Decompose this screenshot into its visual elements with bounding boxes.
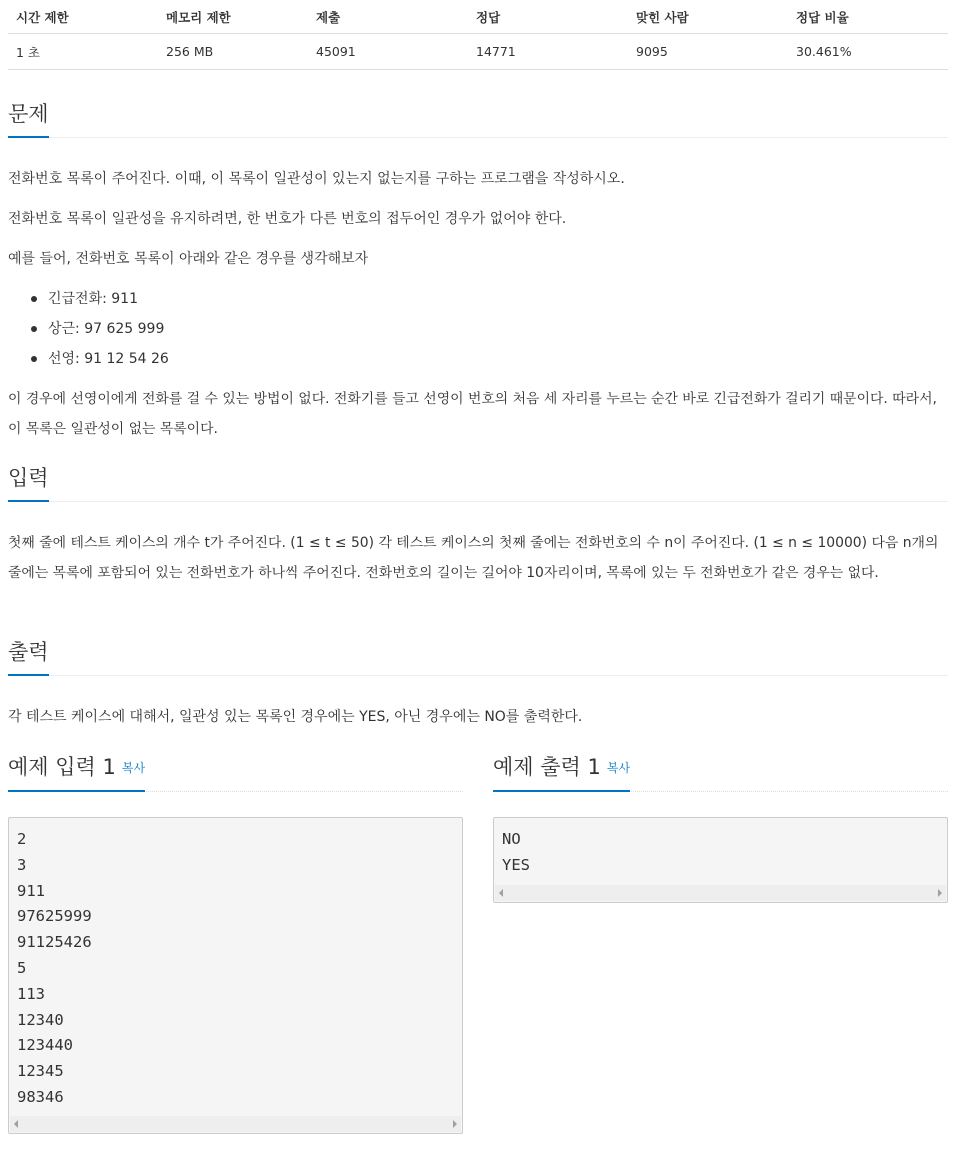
sample-input-content: [9, 818, 462, 1111]
header-submissions: 제출: [316, 9, 341, 25]
value-memory-limit: 256 MB: [166, 44, 214, 59]
sample-input-line: 98346: [17, 1087, 64, 1106]
header-time-limit: 시간 제한: [16, 9, 69, 25]
output-title: 출력: [8, 639, 49, 676]
value-accepted: 14771: [476, 44, 516, 59]
sample-input-headline: [8, 754, 463, 792]
table-header-row: [8, 0, 948, 34]
bullet-icon: [31, 296, 37, 302]
output-description: 각 테스트 케이스에 대해서, 일관성 있는 목록인 경우에는 YES, 아닌 경우에는 NO를 출력한다.: [8, 709, 583, 725]
input-description: 첫째 줄에 테스트 케이스의 개수 t가 주어진다. (1 ≤ t ≤ 50) 각 테스트 케이스의 첫째 줄에는 전화번호의 수 n이 주어진다. (1 ≤ n ≤ 10000) 다음 n개의 줄에는 목록에 포함되어 있는 전화번호가 하나씩 주어진다. 전화번호의 길이는 길어야 10자리이며, 목록에 있는 두 전화번호가 같은 경우는 없다.: [8, 535, 939, 581]
value-time-limit: 1 초: [16, 44, 41, 60]
sample-input-title-text: 예제 입력 1: [8, 755, 116, 779]
value-accept-ratio: 30.461%: [796, 44, 852, 59]
sample-input-line: 113: [17, 984, 45, 1003]
sample-output-title: [493, 754, 630, 792]
sample-input-line: 911: [17, 881, 45, 900]
sample-input-line: 12345: [17, 1062, 64, 1081]
problem-paragraph-3: 예를 들어, 전화번호 목록이 아래와 같은 경우를 생각해보자: [8, 251, 369, 267]
sample-output-headline: [493, 754, 948, 792]
header-memory-limit: 메모리 제한: [166, 9, 231, 25]
sample-input-line: 5: [17, 958, 27, 977]
list-item: [8, 284, 169, 314]
scroll-right-arrow-icon[interactable]: [453, 1120, 457, 1128]
problem-closing-paragraph: 이 경우에 선영이에게 전화를 걸 수 있는 방법이 없다. 전화기를 들고 선영이 번호의 처음 세 자리를 누르는 순간 바로 긴급전화가 걸리기 때문이다. 따라서, 이 목록은 일관성이 없는 목록이다.: [8, 391, 937, 437]
bullet-icon: [31, 326, 37, 332]
output-headline: [8, 638, 948, 676]
header-solved-users: 맞힌 사람: [636, 9, 689, 25]
sample-output-line: NO: [502, 830, 521, 848]
list-item-text: 선영: 91 12 54 26: [48, 351, 169, 367]
copy-sample-output-button[interactable]: 복사: [606, 761, 631, 775]
sample-input-line: 97625999: [17, 907, 92, 926]
problem-headline: [8, 100, 948, 138]
sample-input-line: 123440: [17, 1036, 73, 1055]
input-headline: [8, 464, 948, 502]
horizontal-scrollbar[interactable]: [10, 1116, 461, 1132]
list-item: [8, 314, 169, 344]
sample-output-line: YES: [502, 855, 530, 874]
sample-input-line: 3: [17, 855, 27, 874]
sample-output-box[interactable]: [493, 817, 948, 903]
sample-input-box[interactable]: [8, 817, 463, 1134]
list-item: [8, 344, 169, 374]
sample-input-line: 12340: [17, 1010, 64, 1029]
scroll-left-arrow-icon[interactable]: [14, 1120, 18, 1128]
problem-info-table: [8, 0, 948, 70]
sample-input-title: [8, 754, 145, 792]
scroll-left-arrow-icon[interactable]: [499, 889, 503, 897]
scroll-right-arrow-icon[interactable]: [938, 889, 942, 897]
problem-paragraph-1: 전화번호 목록이 주어진다. 이때, 이 목록이 일관성이 있는지 없는지를 구하는 프로그램을 작성하시오.: [8, 171, 625, 187]
example-list: [8, 284, 169, 374]
problem-paragraph-2: 전화번호 목록이 일관성을 유지하려면, 한 번호가 다른 번호의 접두어인 경우가 없어야 한다.: [8, 211, 567, 227]
copy-sample-input-button[interactable]: 복사: [121, 761, 146, 775]
input-title: 입력: [8, 465, 49, 502]
list-item-text: 상근: 97 625 999: [48, 321, 165, 337]
horizontal-scrollbar[interactable]: [495, 885, 946, 901]
value-submissions: 45091: [316, 44, 356, 59]
sample-output-content: [494, 818, 947, 879]
problem-title: 문제: [8, 101, 49, 138]
header-accept-ratio: 정답 비율: [796, 9, 849, 25]
table-row: [8, 34, 948, 70]
sample-input-line: 91125426: [17, 933, 92, 952]
bullet-icon: [31, 356, 37, 362]
value-solved-users: 9095: [636, 44, 668, 59]
sample-output-title-text: 예제 출력 1: [493, 755, 601, 779]
sample-input-line: 2: [17, 830, 27, 848]
header-accepted: 정답: [476, 9, 501, 25]
list-item-text: 긴급전화: 911: [48, 291, 138, 307]
